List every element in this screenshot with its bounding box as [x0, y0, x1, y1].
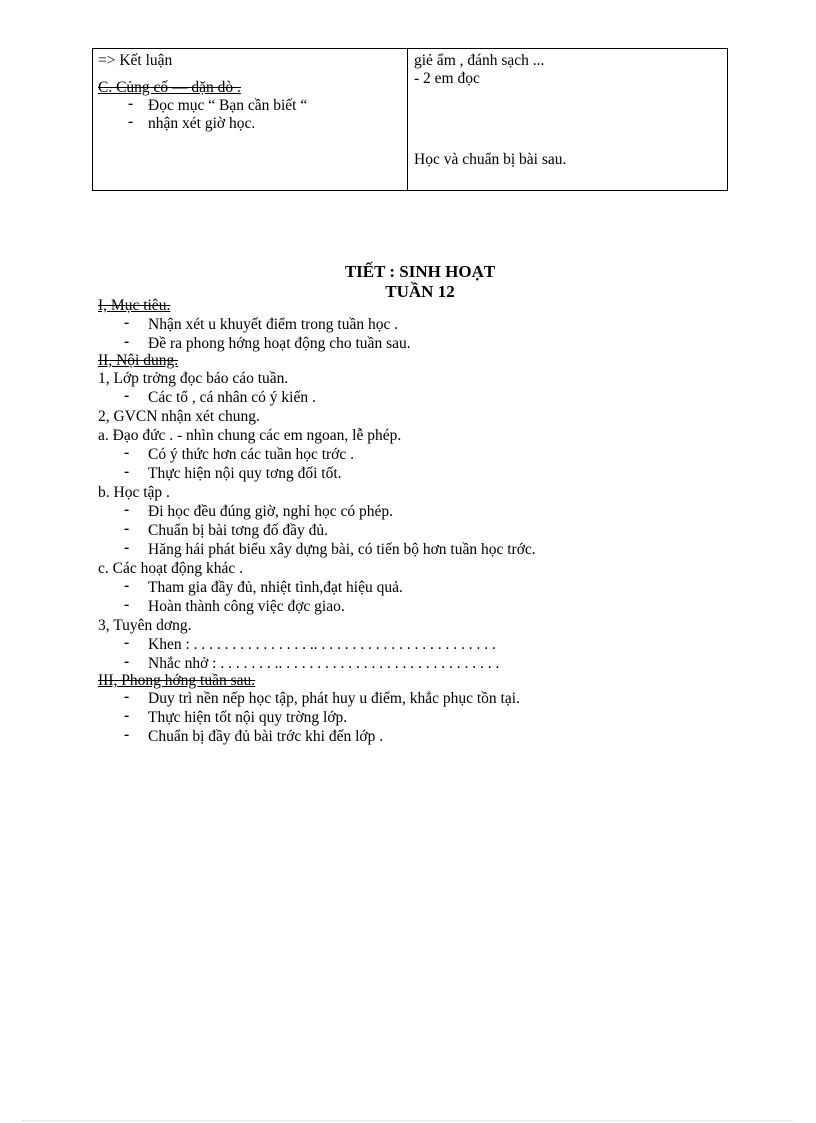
list-item: - Nhận xét u khuyết điểm trong tuần học . — [98, 315, 758, 334]
paragraph: c. Các hoạt động khác . — [98, 560, 244, 577]
list-item: - nhận xét giờ học. — [98, 115, 398, 133]
page-title: TIẾT : SINH HOẠT — [344, 262, 496, 281]
list-item: - Chuẩn bị bài tơng đố đầy đủ. — [98, 521, 758, 540]
list-item: - Hoàn thành công việc đợc giao. — [98, 597, 758, 616]
page-subtitle: TUẦN 12 — [385, 282, 455, 301]
list-item: - Tham gia đầy đủ, nhiệt tình,đạt hiệu quả. — [98, 578, 758, 597]
paragraph: 3, Tuyên dơng. — [98, 617, 192, 634]
list-item: - Nhắc nhở : . . . . . . . .. . . . . . . . . . . . . . . . . . . . . . . . . . . . . — [98, 654, 758, 673]
paragraph: 1, Lớp trởng đọc báo cáo tuần. — [98, 370, 289, 387]
right-line-3: Học và chuẩn bị bài sau. — [414, 151, 567, 168]
page-bottom-border — [22, 1120, 794, 1121]
right-line-1: giẻ ẩm , đánh sạch ... — [414, 52, 545, 69]
table-left-cell — [98, 52, 398, 133]
list-item: - Đi học đều đúng giờ, nghỉ học có phép. — [98, 502, 758, 521]
list-item: - Thực hiện tốt nội quy trờng lớp. — [98, 708, 758, 727]
table-divider — [407, 49, 408, 190]
list-item: - Các tổ , cá nhân có ý kiến . — [98, 388, 758, 407]
table-right-cell — [414, 52, 724, 169]
list-item: - Khen : . . . . . . . . . . . . . . . .. . . . . . . . . . . . . . . . . . . . . . . . — [98, 635, 758, 654]
section-heading: II, Nội dung. — [98, 352, 179, 369]
paragraph: b. Học tập . — [98, 484, 170, 501]
list-item: - Đọc mục “ Bạn cần biết “ — [98, 97, 398, 115]
paragraph: 2, GVCN nhận xét chung. — [98, 408, 260, 425]
right-line-2: - 2 em đọc — [414, 70, 480, 87]
paragraph: a. Đạo đức . - nhìn chung các em ngoan, lễ phép. — [98, 427, 402, 444]
list-item: - Chuẩn bị đầy đủ bài trớc khi đến lớp . — [98, 727, 758, 746]
section-heading: I, Mục tiêu. — [98, 297, 171, 314]
list-item: - Hăng hái phát biểu xây dựng bài, có tiến bộ hơn tuần học trớc. — [98, 540, 758, 559]
section-heading: III, Phong hớng tuần sau. — [98, 672, 256, 689]
conclusion-text: => Kết luận — [98, 52, 173, 69]
list-item: - Đề ra phong hớng hoạt động cho tuần sau. — [98, 334, 758, 353]
list-item: - Thực hiện nội quy tơng đối tốt. — [98, 464, 758, 483]
list-item: - Duy trì nền nếp học tập, phát huy u điểm, khắc phục tồn tại. — [98, 689, 758, 708]
list-item: - Có ý thức hơn các tuần học trớc . — [98, 445, 758, 464]
document-body — [98, 296, 758, 746]
section-c-heading: C. Củng cố — dặn dò . — [98, 79, 241, 96]
lesson-table — [92, 48, 728, 191]
